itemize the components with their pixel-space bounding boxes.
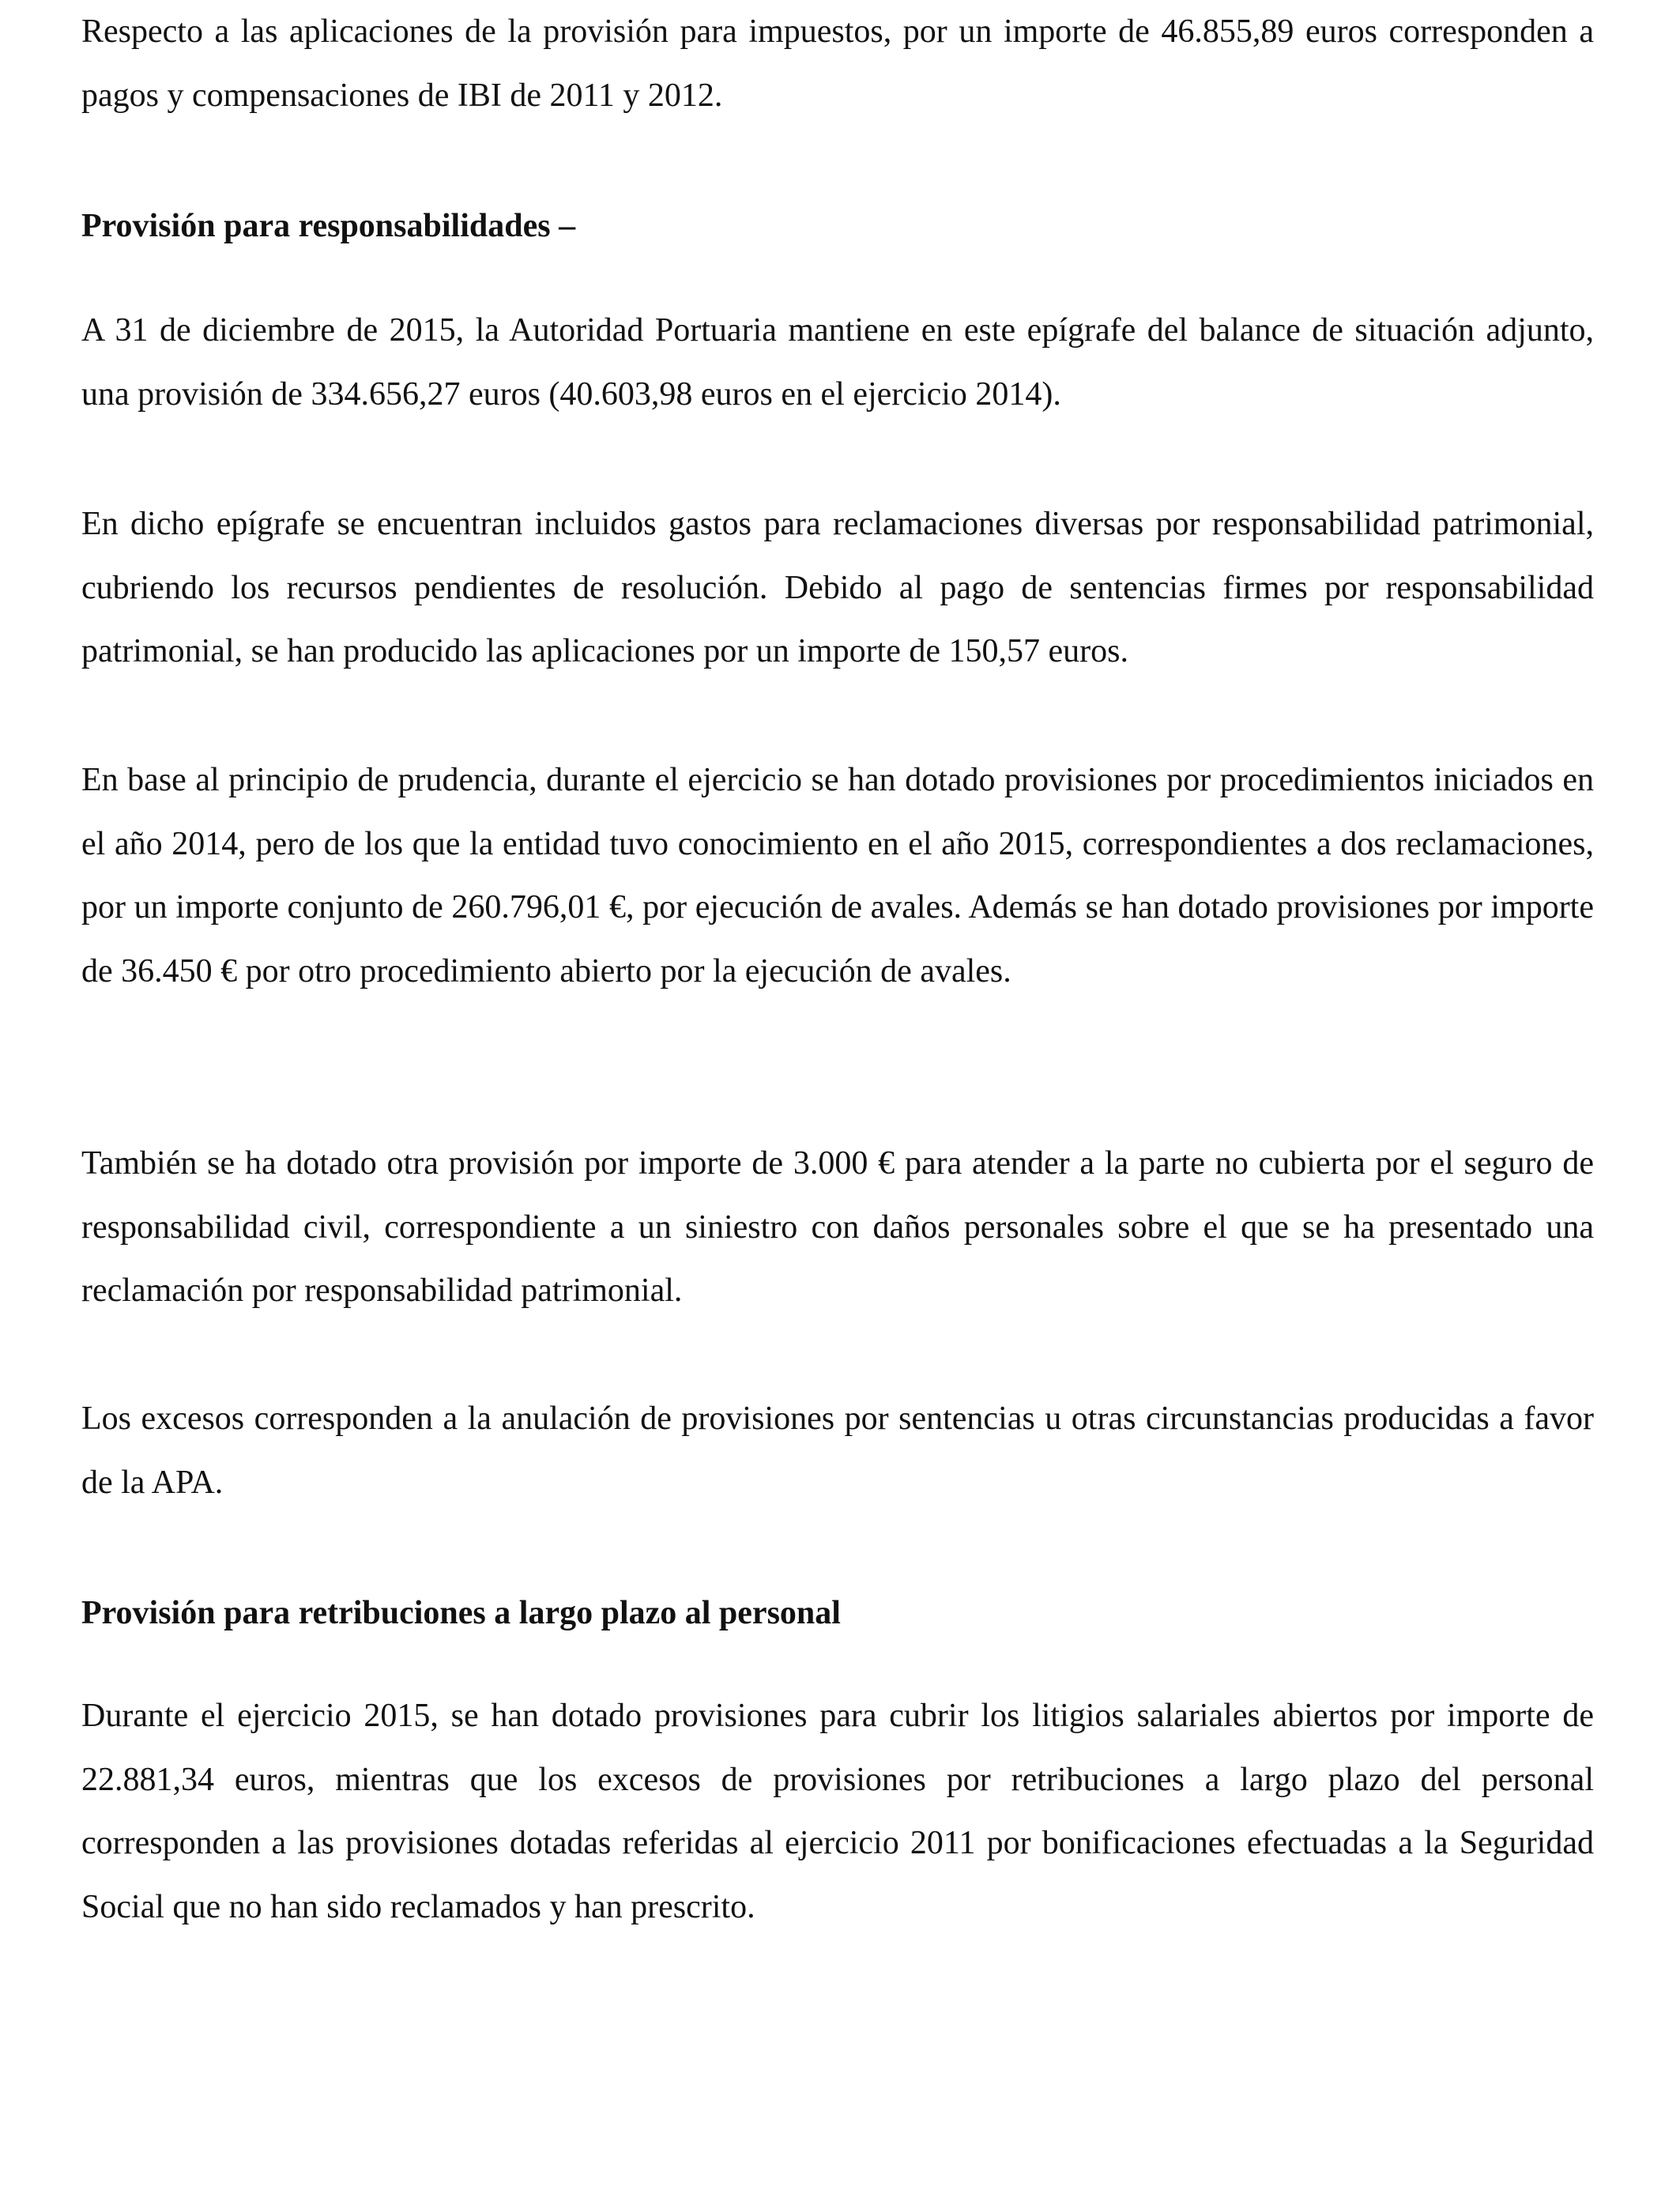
heading-provision-responsabilidades: Provisión para responsabilidades –	[81, 208, 576, 244]
paragraph-litigios-salariales: Durante el ejercicio 2015, se han dotado provisiones para cubrir los litigios salariales abiertos por importe de 22.881,34 euros, mientras que los excesos de provisiones por retribuciones a largo plazo del personal corresponden a las provisiones dotadas referidas al ejercicio 2011 por bonificaciones efectuadas a la Seguridad Social que no han sido reclamados y han prescrito.	[81, 1698, 1594, 1925]
heading-retribuciones-largo-plazo: Provisión para retribuciones a largo plazo al personal	[81, 1595, 841, 1631]
paragraph-impuestos: Respecto a las aplicaciones de la provisión para impuestos, por un importe de 46.855,89 euros corresponden a pagos y compensaciones de IBI de 2011 y 2012.	[81, 13, 1594, 114]
paragraph-saldo-provision: A 31 de diciembre de 2015, la Autoridad Portuaria mantiene en este epígrafe del balance de situación adjunto, una provisión de 334.656,27 euros (40.603,98 euros en el ejercicio 2014).	[81, 312, 1594, 413]
paragraph-reclamaciones: En dicho epígrafe se encuentran incluidos gastos para reclamaciones diversas por responsabilidad patrimonial, cubriendo los recursos pendientes de resolución. Debido al pago de sentencias firmes por responsabilidad patrimonial, se han producido las aplicaciones por un importe de 150,57 euros.	[81, 506, 1594, 669]
paragraph-excesos: Los excesos corresponden a la anulación de provisiones por sentencias u otras circunstancias producidas a favor de la APA.	[81, 1400, 1594, 1501]
paragraph-principio-prudencia: En base al principio de prudencia, durante el ejercicio se han dotado provisiones por procedimientos iniciados en el año 2014, pero de los que la entidad tuvo conocimiento en el año 2015, correspondientes a dos reclamaciones, por un importe conjunto de 260.796,01 €, por ejecución de avales. Además se han dotado provisiones por importe de 36.450 € por otro procedimiento abierto por la ejecución de avales.	[81, 762, 1594, 990]
paragraph-seguro-responsabilidad: También se ha dotado otra provisión por importe de 3.000 € para atender a la parte no cubierta por el seguro de responsabilidad civil, correspondiente a un siniestro con daños personales sobre el que se ha presentado una reclamación por responsabilidad patrimonial.	[81, 1145, 1594, 1309]
